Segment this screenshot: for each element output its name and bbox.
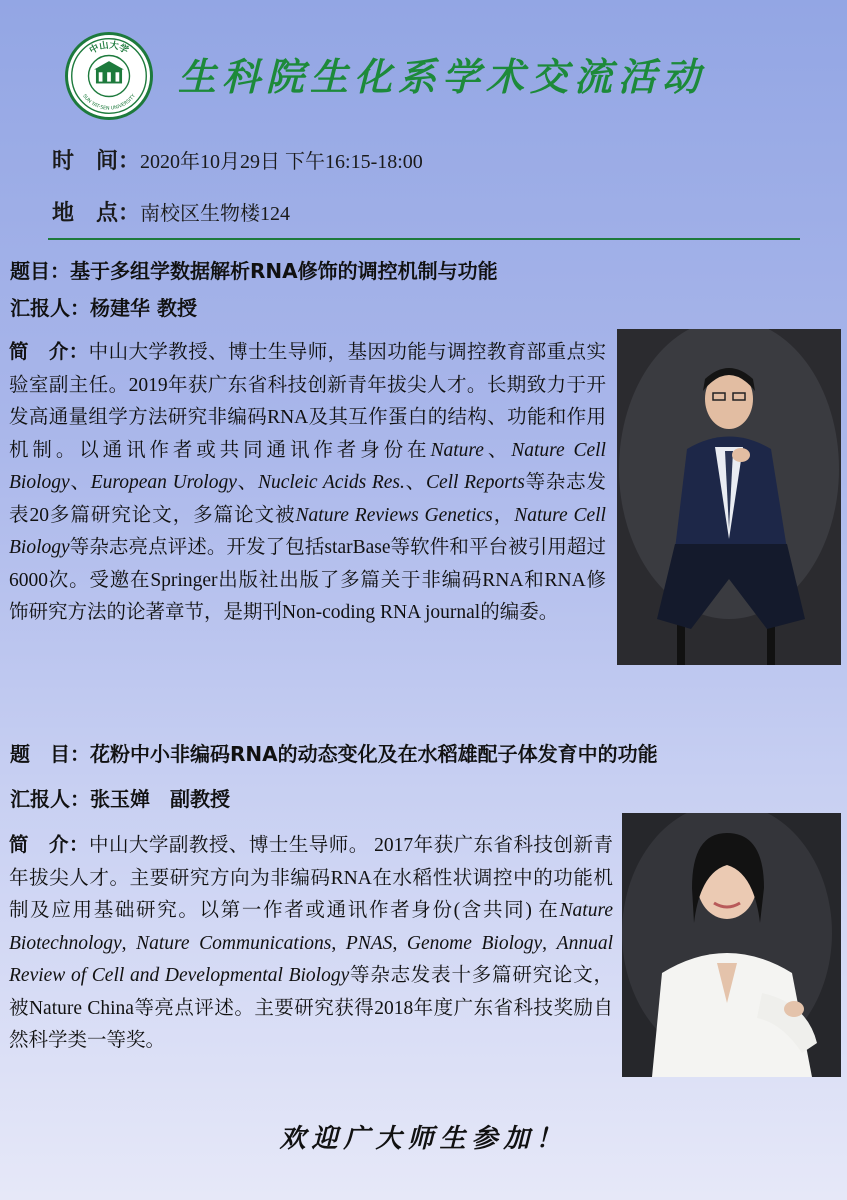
journal-name: Nature (430, 439, 484, 461)
logo-chinese-text: 中山大学 (87, 39, 131, 57)
bio-segment: 、 (69, 472, 91, 493)
talk1-speaker-name: 杨建华 教授 (90, 296, 197, 320)
place-line (52, 196, 290, 227)
journal-name: Nature Communications (136, 932, 332, 954)
talk1-bio-label: 简 介： (9, 340, 89, 363)
bio-segment: 中山大学副教授、博士生导师。 2017年获广东省科技创新青年拔尖人才。主要研究方向为非编码RNA在水稻性状调控中的功能机制及应用基础研究。以第一作者或通讯作者身份(含共同) 在 (9, 835, 613, 921)
talk1-speaker-label: 汇报人： (10, 296, 90, 320)
bio-segment: , (121, 932, 137, 954)
journal-name: Nature Biotechnology (9, 900, 613, 954)
journal-name: Nature Cell Biology (9, 439, 606, 493)
university-seal-icon (68, 35, 150, 117)
talk2-speaker-label: 汇报人： (10, 787, 90, 811)
bio-segment: , (331, 932, 346, 954)
time-value: 2020年10月29日 下午16:15-18:00 (140, 151, 423, 173)
talk2-speaker (10, 783, 230, 812)
time-line (52, 144, 423, 175)
bio-segment: 等杂志发表20多篇研究论文，多篇论文被 (9, 472, 606, 526)
talk2-bio-label: 简 介： (9, 833, 89, 856)
bio-segment: 、 (236, 472, 258, 493)
talk2-bio-text (9, 835, 613, 1051)
place-label: 地 点： (52, 201, 141, 226)
divider (48, 238, 800, 240)
talk1-title-text: 基于多组学数据解析RNA修饰的调控机制与功能 (70, 259, 498, 283)
logo-english-text: SUN YAT-SEN UNIVERSITY (81, 93, 137, 112)
journal-name: Genome Biology (406, 932, 543, 954)
bio-segment: 、 (404, 472, 426, 493)
bio-segment: 中山大学教授、博士生导师，基因功能与调控教育部重点实验室副主任。2019年获广东省科技创新青年拔尖人才。长期致力于开发高通量组学方法研究非编码RNA及其互作蛋白的结构、功能和作用机制。以通讯作者或共同通讯作者身份在 (9, 342, 606, 461)
bio-segment: , (542, 932, 557, 954)
talk2-speaker-name: 张玉婵 副教授 (90, 787, 230, 811)
journal-name: Cell Reports (425, 472, 525, 493)
place-value: 南校区生物楼124 (140, 203, 291, 225)
bio-segment: , (392, 932, 407, 954)
talk1-bio-text (9, 342, 606, 623)
talk2-title (10, 738, 658, 767)
talk1-bio (9, 336, 606, 630)
talk2-title-text: 花粉中小非编码RNA的动态变化及在水稻雄配子体发育中的功能 (90, 742, 658, 766)
journal-name: Nucleic Acids Res. (257, 472, 405, 493)
bio-segment: ， (492, 504, 515, 526)
bio-segment: 等杂志发表十多篇研究论文，被Nature China等亮点评述。主要研究获得2018年度广东省科技奖励自然科学类一等奖。 (9, 965, 613, 1051)
page-title: 生科院生化系学术交流活动 (178, 55, 707, 99)
talk1-title-label: 题目： (10, 259, 70, 283)
talk1-speaker (10, 292, 197, 321)
bio-segment: 、 (483, 439, 512, 461)
journal-name: Nature Reviews Genetics (295, 504, 493, 526)
journal-name: European Urology (90, 472, 237, 493)
talk1-title (10, 255, 498, 284)
journal-name: Nature Cell Biology (9, 504, 606, 558)
bio-segment: 等杂志亮点评述。开发了包括starBase等软件和平台被引用超过6000次。受邀在Springer出版社出版了多篇关于非编码RNA和RNA修饰研究方法的论著章节，是期刊Non-coding RNA journal的编委。 (9, 537, 606, 623)
journal-name: Annual Review of Cell and Developmental Biology (9, 932, 613, 986)
speaker2-photo (622, 813, 841, 1077)
speaker1-photo (617, 329, 841, 665)
time-label: 时 间： (52, 149, 141, 174)
welcome-text: 欢迎广大师生参加！ (279, 1124, 568, 1154)
talk2-bio (9, 829, 613, 1058)
talk2-title-label: 题 目： (10, 742, 90, 766)
journal-name: PNAS (345, 932, 393, 954)
university-logo (65, 32, 153, 120)
